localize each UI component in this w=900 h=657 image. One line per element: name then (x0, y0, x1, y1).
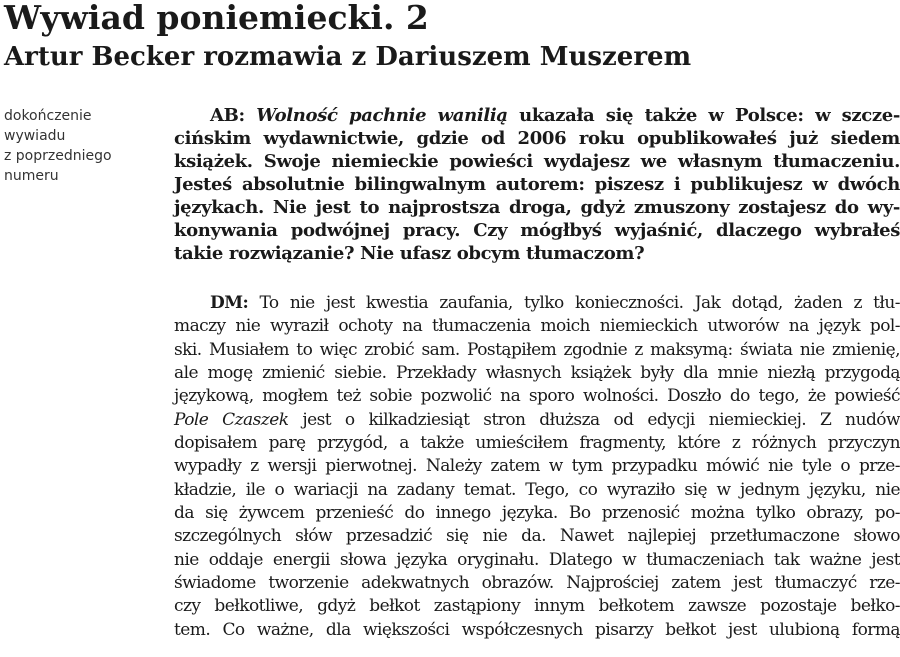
answer-speaker: DM: (210, 293, 249, 313)
answer-line: dopisałem parę przygód, a także umieściłem fragmenty, które z różnych przyczyn (174, 433, 900, 454)
continuation-note-line: wywiadu (4, 128, 66, 144)
question-text: ukazała się także w Polsce: w szcze- (519, 105, 900, 126)
answer-line: wypadły z wersji pierwotnej. Należy zatem w tym przypadku mówić nie tyle o prze- (174, 456, 900, 477)
question-line: konywania podwójnej pracy. Czy mógłbyś wyjaśnić, dlaczego wybrałeś (174, 220, 900, 241)
answer-text: To nie jest kwestia zaufania, tylko konieczności. Jak dotąd, żaden z tłu- (259, 293, 900, 313)
article-subtitle: Artur Becker rozmawia z Dariuszem Muszerem (4, 42, 692, 72)
question-line: takie rozwiązanie? Nie ufasz obcym tłumaczom? (174, 243, 645, 264)
book-title-italic: Wolność pachnie wanilią (256, 105, 508, 126)
continuation-note-line: z poprzedniego (4, 148, 112, 164)
answer-line: da się żywcem przenieść do innego języka. Bo przenosić można tylko obrazy, po- (174, 503, 900, 524)
book-title-italic: Pole Czaszek (174, 409, 289, 430)
answer-line (174, 292, 900, 315)
answer-line: ale mogę zmienić siebie. Przekłady własnych książek były dla mnie niezłą przygodą (174, 363, 900, 384)
continuation-note (4, 106, 134, 186)
answer-paragraph (174, 292, 900, 642)
continuation-note-line: numeru (4, 168, 59, 184)
answer-line (174, 409, 900, 432)
question-line: Jesteś absolutnie bilingwalnym autorem: piszesz i publikujesz w dwóch (174, 174, 900, 195)
answer-line: tem. Co ważne, dla większości współczesnych pisarzy bełkot jest ulubioną formą (174, 619, 900, 640)
article-title: Wywiad poniemiecki. 2 (4, 0, 429, 37)
answer-line: kładzie, ile o wariacji na zadany temat. Tego, co wyraziło się w jednym języku, nie (174, 479, 900, 500)
question-speaker: AB: (210, 105, 245, 126)
answer-line: szczególnych słów przesadzić się nie da. Nawet najlepiej przetłumaczone słowo (174, 526, 900, 547)
answer-text: jest o kilkadziesiąt stron dłuższa od edycji niemieckiej. Z nudów (302, 409, 900, 430)
question-line: językach. Nie jest to najprostsza droga, gdyż zmuszony zostajesz do wy- (174, 197, 900, 218)
continuation-note-line: dokończenie (4, 108, 92, 124)
answer-line: czy bełkotliwe, gdyż bełkot zastąpiony innym bełkotem zawsze pozostaje bełko- (174, 596, 900, 617)
answer-line: maczy nie wyraził ochoty na tłumaczenia moich niemieckich utworów na język pol- (174, 316, 900, 337)
question-line: cińskim wydawnictwie, gdzie od 2006 roku opublikowałeś już siedem (174, 128, 900, 149)
question-line: książek. Swoje niemieckie powieści wydajesz we własnym tłumaczeniu. (174, 151, 900, 172)
answer-line: językową, mogłem też sobie pozwolić na sporo wolności. Doszło do tego, że powieść (174, 386, 900, 407)
answer-line: nie oddaje energii słowa języka oryginału. Dlatego w tłumaczeniach tak ważne jest (174, 549, 900, 570)
question-line (174, 104, 900, 127)
answer-line: świadome tworzenie adekwatnych obrazów. Najprościej zatem jest tłumaczyć rze- (174, 573, 900, 594)
answer-line: ski. Musiałem to więc zrobić sam. Postąpiłem zgodnie z maksymą: świata nie zmienię, (174, 339, 900, 360)
question-paragraph (174, 104, 900, 265)
